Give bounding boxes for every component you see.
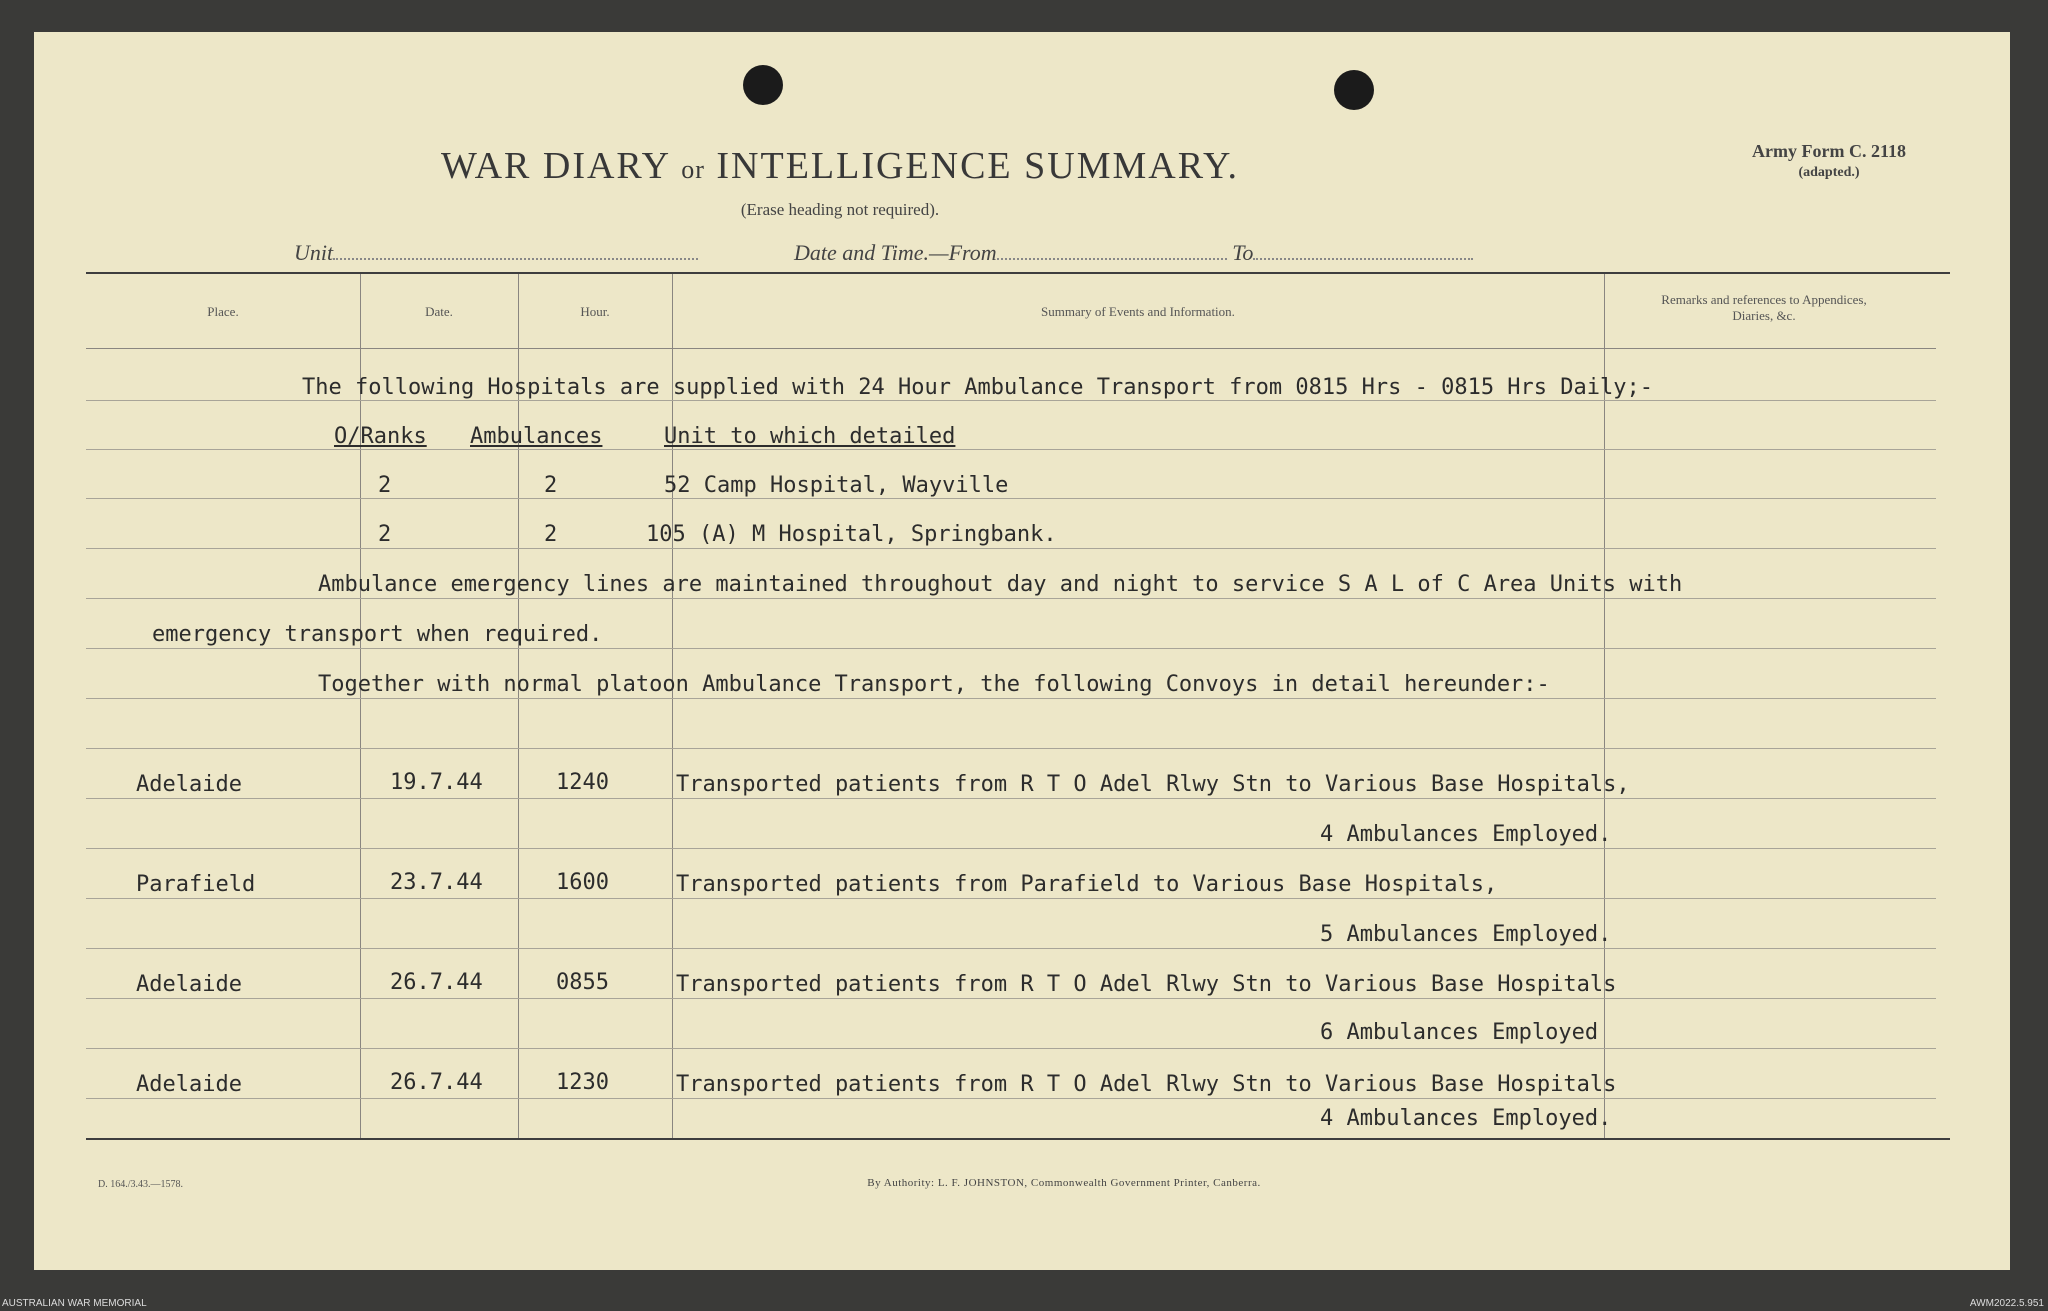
col-divider bbox=[672, 274, 673, 1138]
entry-place: Adelaide bbox=[136, 972, 242, 997]
printer-authority: By Authority: L. F. JOHNSTON, Commonwealth Government Printer, Canberra. bbox=[867, 1177, 1261, 1189]
ruled-line bbox=[86, 898, 1936, 899]
detail-header-ambulances: Ambulances bbox=[470, 424, 603, 449]
col-divider bbox=[518, 274, 519, 1138]
army-form-label: Army Form C. 2118 bbox=[1752, 141, 1906, 161]
to-label: To bbox=[1232, 240, 1254, 265]
detail-header-unit: Unit to which detailed bbox=[664, 424, 956, 449]
archive-credit: AUSTRALIAN WAR MEMORIAL bbox=[2, 1298, 147, 1309]
entry-hour: 1230 bbox=[556, 1070, 609, 1095]
entry-place: Parafield bbox=[136, 872, 256, 897]
col-divider bbox=[1604, 274, 1605, 1138]
detail-header-ranks: O/Ranks bbox=[334, 424, 427, 449]
date-time-field bbox=[794, 240, 1473, 266]
detail-row-unit: 52 Camp Hospital, Wayville bbox=[664, 473, 1009, 498]
ruled-line bbox=[86, 698, 1936, 699]
entry-employed: 4 Ambulances Employed. bbox=[1320, 822, 1612, 847]
emergency-paragraph-line1: Ambulance emergency lines are maintained throughout day and night to service S A L of C Area Units with bbox=[318, 572, 1683, 597]
entry-hour: 1600 bbox=[556, 870, 609, 895]
entry-summary: Transported patients from Parafield to Various Base Hospitals, bbox=[676, 872, 1498, 897]
ruled-line bbox=[86, 498, 1936, 499]
col-header-hour: Hour. bbox=[580, 304, 610, 319]
punch-hole bbox=[743, 65, 783, 105]
detail-row-ambulances: 2 bbox=[544, 473, 558, 498]
ruled-line bbox=[86, 798, 1936, 799]
to-dots bbox=[1253, 242, 1473, 260]
entry-date: 26.7.44 bbox=[390, 1070, 483, 1095]
ruled-line bbox=[86, 648, 1936, 649]
ruled-line bbox=[86, 748, 1936, 749]
archive-id: AWM2022.5.951 bbox=[1969, 1298, 2044, 1309]
detail-row-ranks: 2 bbox=[378, 522, 392, 547]
detail-row-ranks: 2 bbox=[378, 473, 392, 498]
ruled-line bbox=[86, 1048, 1936, 1049]
diary-sheet bbox=[34, 32, 2010, 1270]
col-header-summary: Summary of Events and Information. bbox=[1041, 304, 1235, 319]
print-reference: D. 164./3.43.—1578. bbox=[98, 1179, 183, 1190]
entry-hour: 1240 bbox=[556, 770, 609, 795]
detail-row-ambulances: 2 bbox=[544, 522, 558, 547]
title-war-diary: WAR DIARY bbox=[440, 145, 670, 187]
entry-date: 23.7.44 bbox=[390, 870, 483, 895]
ruled-line bbox=[86, 998, 1936, 999]
intro-paragraph: The following Hospitals are supplied with 24 Hour Ambulance Transport from 0815 Hrs - 0815 Hrs Daily;- bbox=[302, 375, 1654, 400]
page-subtitle: (Erase heading not required). bbox=[740, 200, 940, 219]
entry-summary: Transported patients from R T O Adel Rlwy Stn to Various Base Hospitals bbox=[676, 1072, 1617, 1097]
col-header-remarks: Remarks and references to Appendices, Diaries, &c. bbox=[1661, 292, 1867, 323]
ruled-line bbox=[86, 598, 1936, 599]
header-bottom-rule bbox=[86, 348, 1936, 349]
entry-summary: Transported patients from R T O Adel Rlwy Stn to Various Base Hospitals bbox=[676, 972, 1617, 997]
title-or: or bbox=[681, 155, 705, 184]
date-time-label: Date and Time.—From bbox=[794, 240, 997, 265]
entry-place: Adelaide bbox=[136, 1072, 242, 1097]
entry-employed: 5 Ambulances Employed. bbox=[1320, 922, 1612, 947]
table-bottom-rule bbox=[86, 1138, 1950, 1140]
col-header-date: Date. bbox=[425, 304, 453, 319]
convoy-intro-paragraph: Together with normal platoon Ambulance Transport, the following Convoys in detail hereunder:- bbox=[318, 672, 1550, 697]
header-top-rule bbox=[86, 272, 1950, 274]
unit-label: Unit bbox=[294, 240, 334, 265]
col-divider bbox=[360, 274, 361, 1138]
unit-dots bbox=[333, 242, 698, 260]
entry-date: 26.7.44 bbox=[390, 970, 483, 995]
ruled-line bbox=[86, 1098, 1936, 1099]
adapted-label: (adapted.) bbox=[1798, 165, 1860, 180]
emergency-paragraph-line2: emergency transport when required. bbox=[152, 622, 603, 647]
army-form-number bbox=[1734, 140, 1924, 184]
punch-hole bbox=[1334, 70, 1374, 110]
col-header-place: Place. bbox=[207, 304, 239, 319]
ruled-line bbox=[86, 449, 1936, 450]
entry-employed: 4 Ambulances Employed. bbox=[1320, 1106, 1612, 1131]
detail-row-unit: 105 (A) M Hospital, Springbank. bbox=[646, 522, 1057, 547]
entry-hour: 0855 bbox=[556, 970, 609, 995]
page-title bbox=[34, 144, 1646, 188]
ruled-line bbox=[86, 400, 1936, 401]
unit-field bbox=[294, 240, 698, 266]
title-intelligence-summary: INTELLIGENCE SUMMARY. bbox=[716, 145, 1240, 187]
ruled-line bbox=[86, 548, 1936, 549]
from-dots bbox=[997, 242, 1227, 260]
entry-date: 19.7.44 bbox=[390, 770, 483, 795]
ruled-line bbox=[86, 848, 1936, 849]
entry-employed: 6 Ambulances Employed bbox=[1320, 1020, 1599, 1045]
entry-place: Adelaide bbox=[136, 772, 242, 797]
ruled-line bbox=[86, 948, 1936, 949]
entry-summary: Transported patients from R T O Adel Rlwy Stn to Various Base Hospitals, bbox=[676, 772, 1630, 797]
